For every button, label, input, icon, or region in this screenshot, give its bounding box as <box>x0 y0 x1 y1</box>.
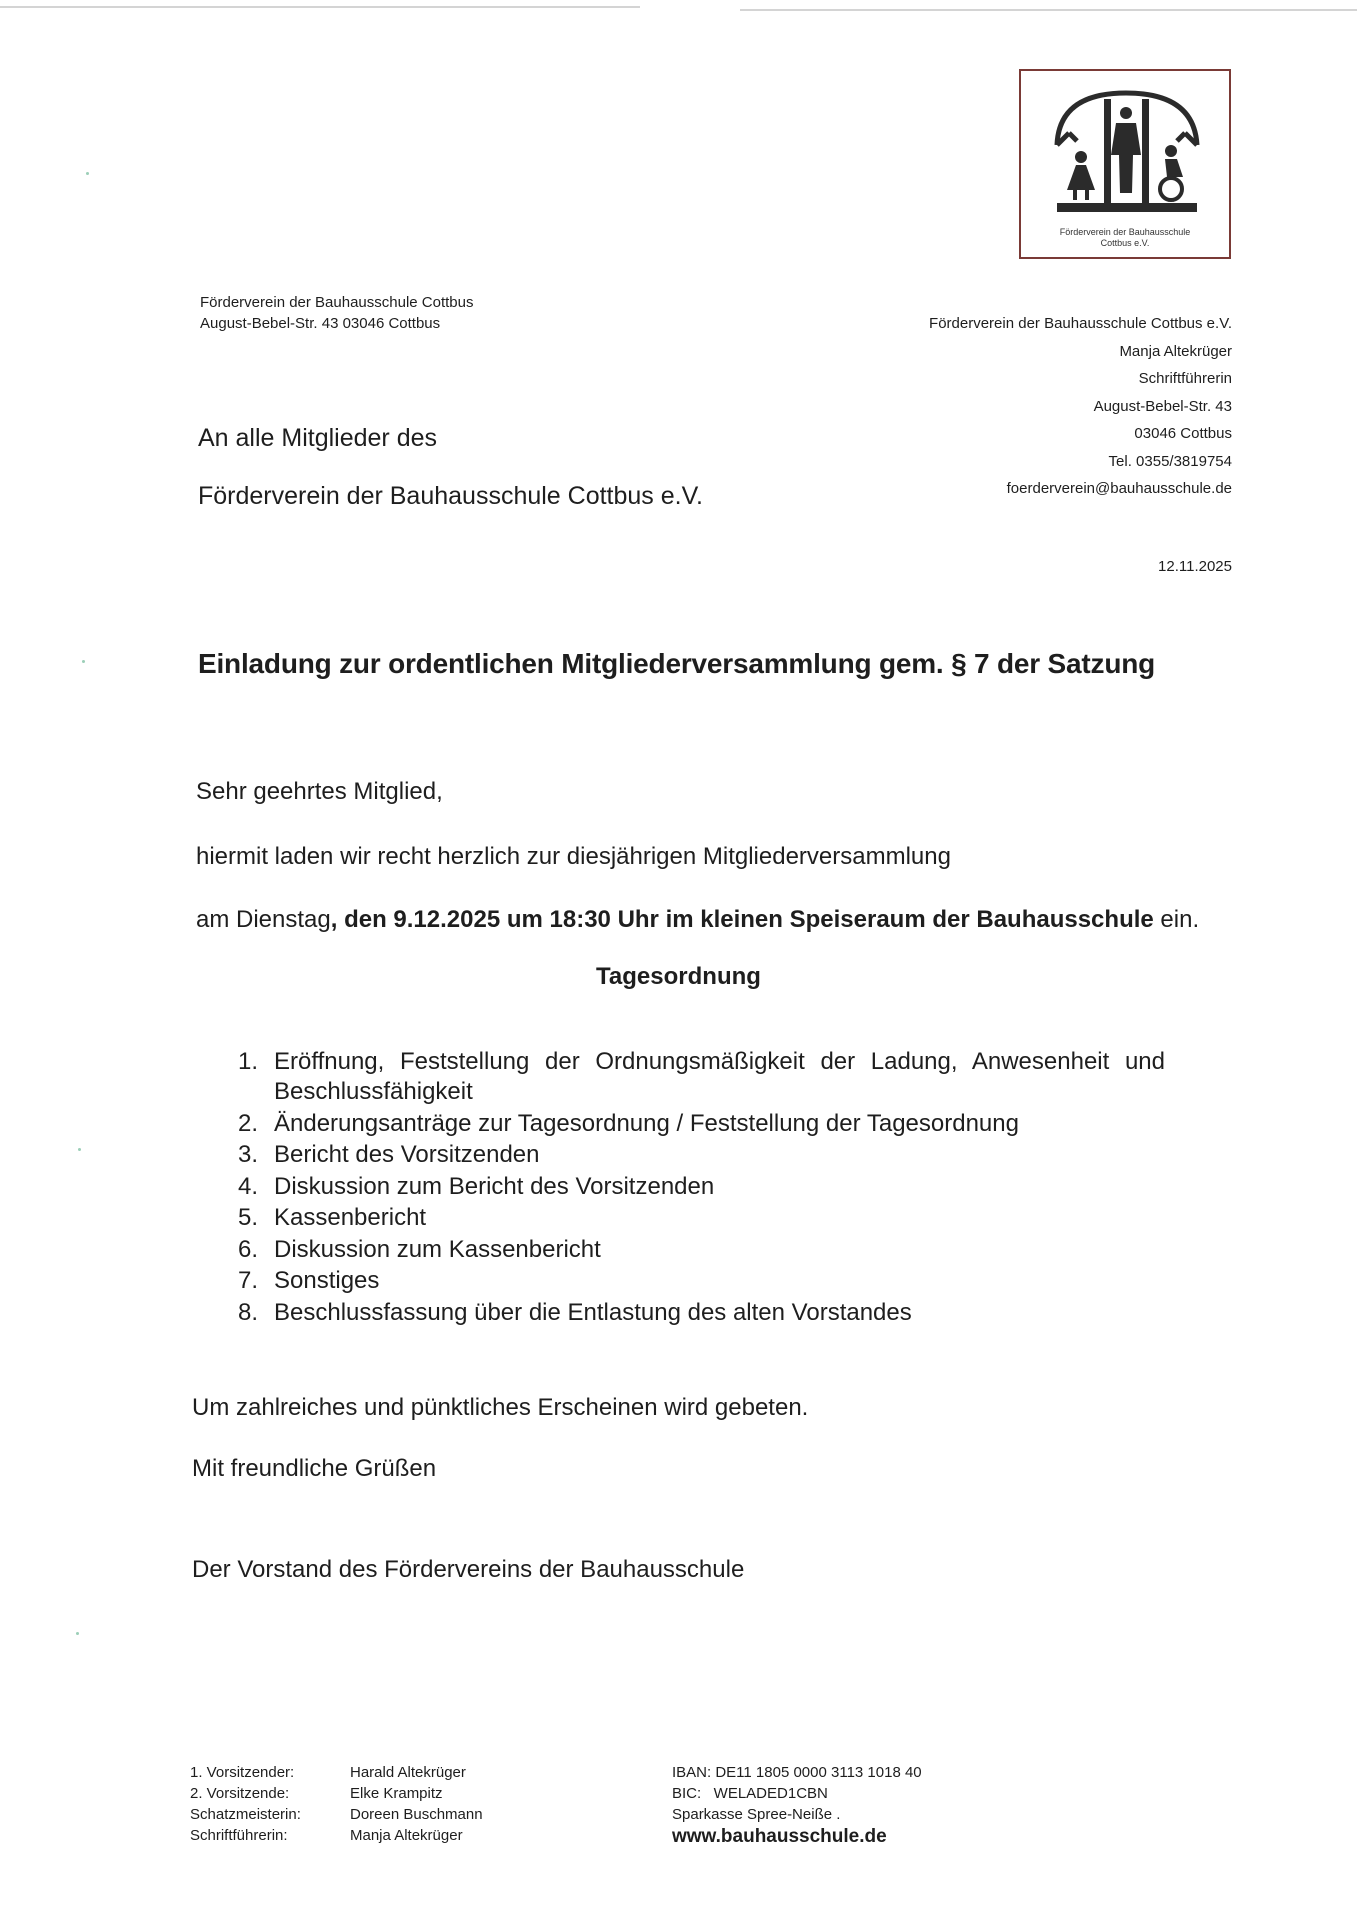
meeting-day: am Dienstag <box>196 906 331 933</box>
agenda-item-number: 4. <box>237 1172 258 1200</box>
scan-speck <box>82 660 85 663</box>
scan-speck <box>76 1632 79 1635</box>
contact-org: Förderverein der Bauhausschule Cottbus e.V. <box>929 315 1232 332</box>
scan-edge-line <box>0 6 640 8</box>
meeting-date-place: , den 9.12.2025 um 18:30 Uhr im kleinen Speiseraum der Bauhausschule <box>330 906 1154 933</box>
agenda-item-number: 2. <box>237 1109 258 1137</box>
agenda-item-text: Bericht des Vorsitzenden <box>274 1141 540 1168</box>
agenda-item-text: Diskussion zum Kassenbericht <box>274 1235 601 1263</box>
agenda-item <box>228 1172 1165 1202</box>
agenda-item <box>228 1203 1165 1233</box>
board-role: Schatzmeisterin: <box>190 1806 301 1823</box>
agenda-item-text: Änderungsanträge zur Tagesordnung / Feststellung der Tagesordnung <box>274 1109 1019 1137</box>
contact-block <box>929 310 1232 503</box>
footer-board-names <box>350 1762 483 1846</box>
website-link[interactable]: www.bauhausschule.de <box>672 1826 887 1847</box>
recipient-address <box>198 423 703 511</box>
board-name: Manja Altekrüger <box>350 1827 463 1844</box>
closing-signature: Der Vorstand des Fördervereins der Bauhausschule <box>192 1556 745 1583</box>
contact-street: August-Bebel-Str. 43 <box>1093 397 1232 415</box>
school-children-arch-icon <box>1049 85 1204 220</box>
closing-line: Um zahlreiches und pünktliches Erscheinen wird gebeten. <box>192 1394 809 1421</box>
contact-city: 03046 Cottbus <box>1134 425 1232 442</box>
scan-edge-line <box>740 9 1357 11</box>
sender-line: August-Bebel-Str. 43 03046 Cottbus <box>200 315 441 332</box>
letter-date: 12.11.2025 <box>1158 558 1232 575</box>
agenda-item <box>228 1298 1165 1328</box>
agenda-item <box>228 1140 1165 1170</box>
agenda-item <box>228 1266 1165 1296</box>
recipient-line: An alle Mitglieder des <box>198 424 438 452</box>
board-name: Elke Krampitz <box>350 1785 443 1802</box>
footer-bank-details <box>672 1762 922 1849</box>
closing-greeting: Mit freundliche Grüßen <box>192 1455 437 1482</box>
salutation: Sehr geehrtes Mitglied, <box>196 778 443 805</box>
agenda-item-number: 5. <box>237 1204 258 1231</box>
sender-line: Förderverein der Bauhausschule Cottbus <box>200 294 474 311</box>
meeting-suffix: ein. <box>1153 906 1200 933</box>
recipient-line: Förderverein der Bauhausschule Cottbus e.V. <box>198 482 703 510</box>
board-name: Harald Altekrüger <box>350 1764 466 1781</box>
agenda-item <box>228 1235 1165 1265</box>
agenda-title: Tagesordnung <box>596 963 761 990</box>
scan-speck <box>86 172 89 175</box>
agenda-item-text: Kassenbericht <box>274 1204 427 1231</box>
scan-speck <box>78 1148 81 1151</box>
footer-board-roles <box>190 1762 301 1846</box>
agenda-item-text: Eröffnung, Feststellung der Ordnungsmäßigkeit der Ladung, Anwesenheit und Beschlussfähigkeit <box>274 1048 1165 1105</box>
contact-role: Schriftführerin <box>1138 370 1232 387</box>
letter-subject: Einladung zur ordentlichen Mitgliederversammlung gem. § 7 der Satzung <box>198 648 1156 679</box>
association-logo <box>1019 69 1231 259</box>
contact-email: foerderverein@bauhausschule.de <box>1006 480 1232 497</box>
board-name: Doreen Buschmann <box>350 1806 483 1823</box>
agenda-item <box>228 1047 1165 1107</box>
bank-name: Sparkasse Spree-Neiße . <box>672 1806 841 1823</box>
agenda-item-text: Beschlussfassung über die Entlastung des alten Vorstandes <box>274 1298 912 1326</box>
sender-address <box>200 292 474 334</box>
logo-caption <box>1021 227 1229 249</box>
agenda-item-text: Sonstiges <box>274 1267 380 1294</box>
agenda-item-text: Diskussion zum Bericht des Vorsitzenden <box>274 1172 715 1200</box>
board-role: 1. Vorsitzender: <box>190 1764 295 1781</box>
agenda-item-number: 6. <box>237 1235 258 1263</box>
agenda-item-number: 3. <box>237 1141 258 1168</box>
agenda-item-number: 8. <box>237 1298 258 1326</box>
agenda-item-number: 7. <box>237 1267 258 1294</box>
body-line: hiermit laden wir recht herzlich zur diesjährigen Mitgliederversammlung <box>196 843 951 870</box>
agenda-list <box>228 1047 1165 1329</box>
bic: BIC: WELADED1CBN <box>672 1785 828 1802</box>
logo-caption-line: Förderverein der Bauhausschule <box>1059 227 1191 237</box>
agenda-item-number: 1. <box>237 1048 258 1075</box>
board-role: Schriftführerin: <box>190 1827 288 1844</box>
contact-phone: Tel. 0355/3819754 <box>1108 452 1232 470</box>
contact-name: Manja Altekrüger <box>1119 342 1232 360</box>
board-role: 2. Vorsitzende: <box>190 1785 290 1802</box>
agenda-item <box>228 1109 1165 1139</box>
meeting-details <box>196 906 1199 934</box>
iban: IBAN: DE11 1805 0000 3113 1018 40 <box>672 1764 922 1781</box>
logo-caption-line: Cottbus e.V. <box>1100 238 1150 248</box>
